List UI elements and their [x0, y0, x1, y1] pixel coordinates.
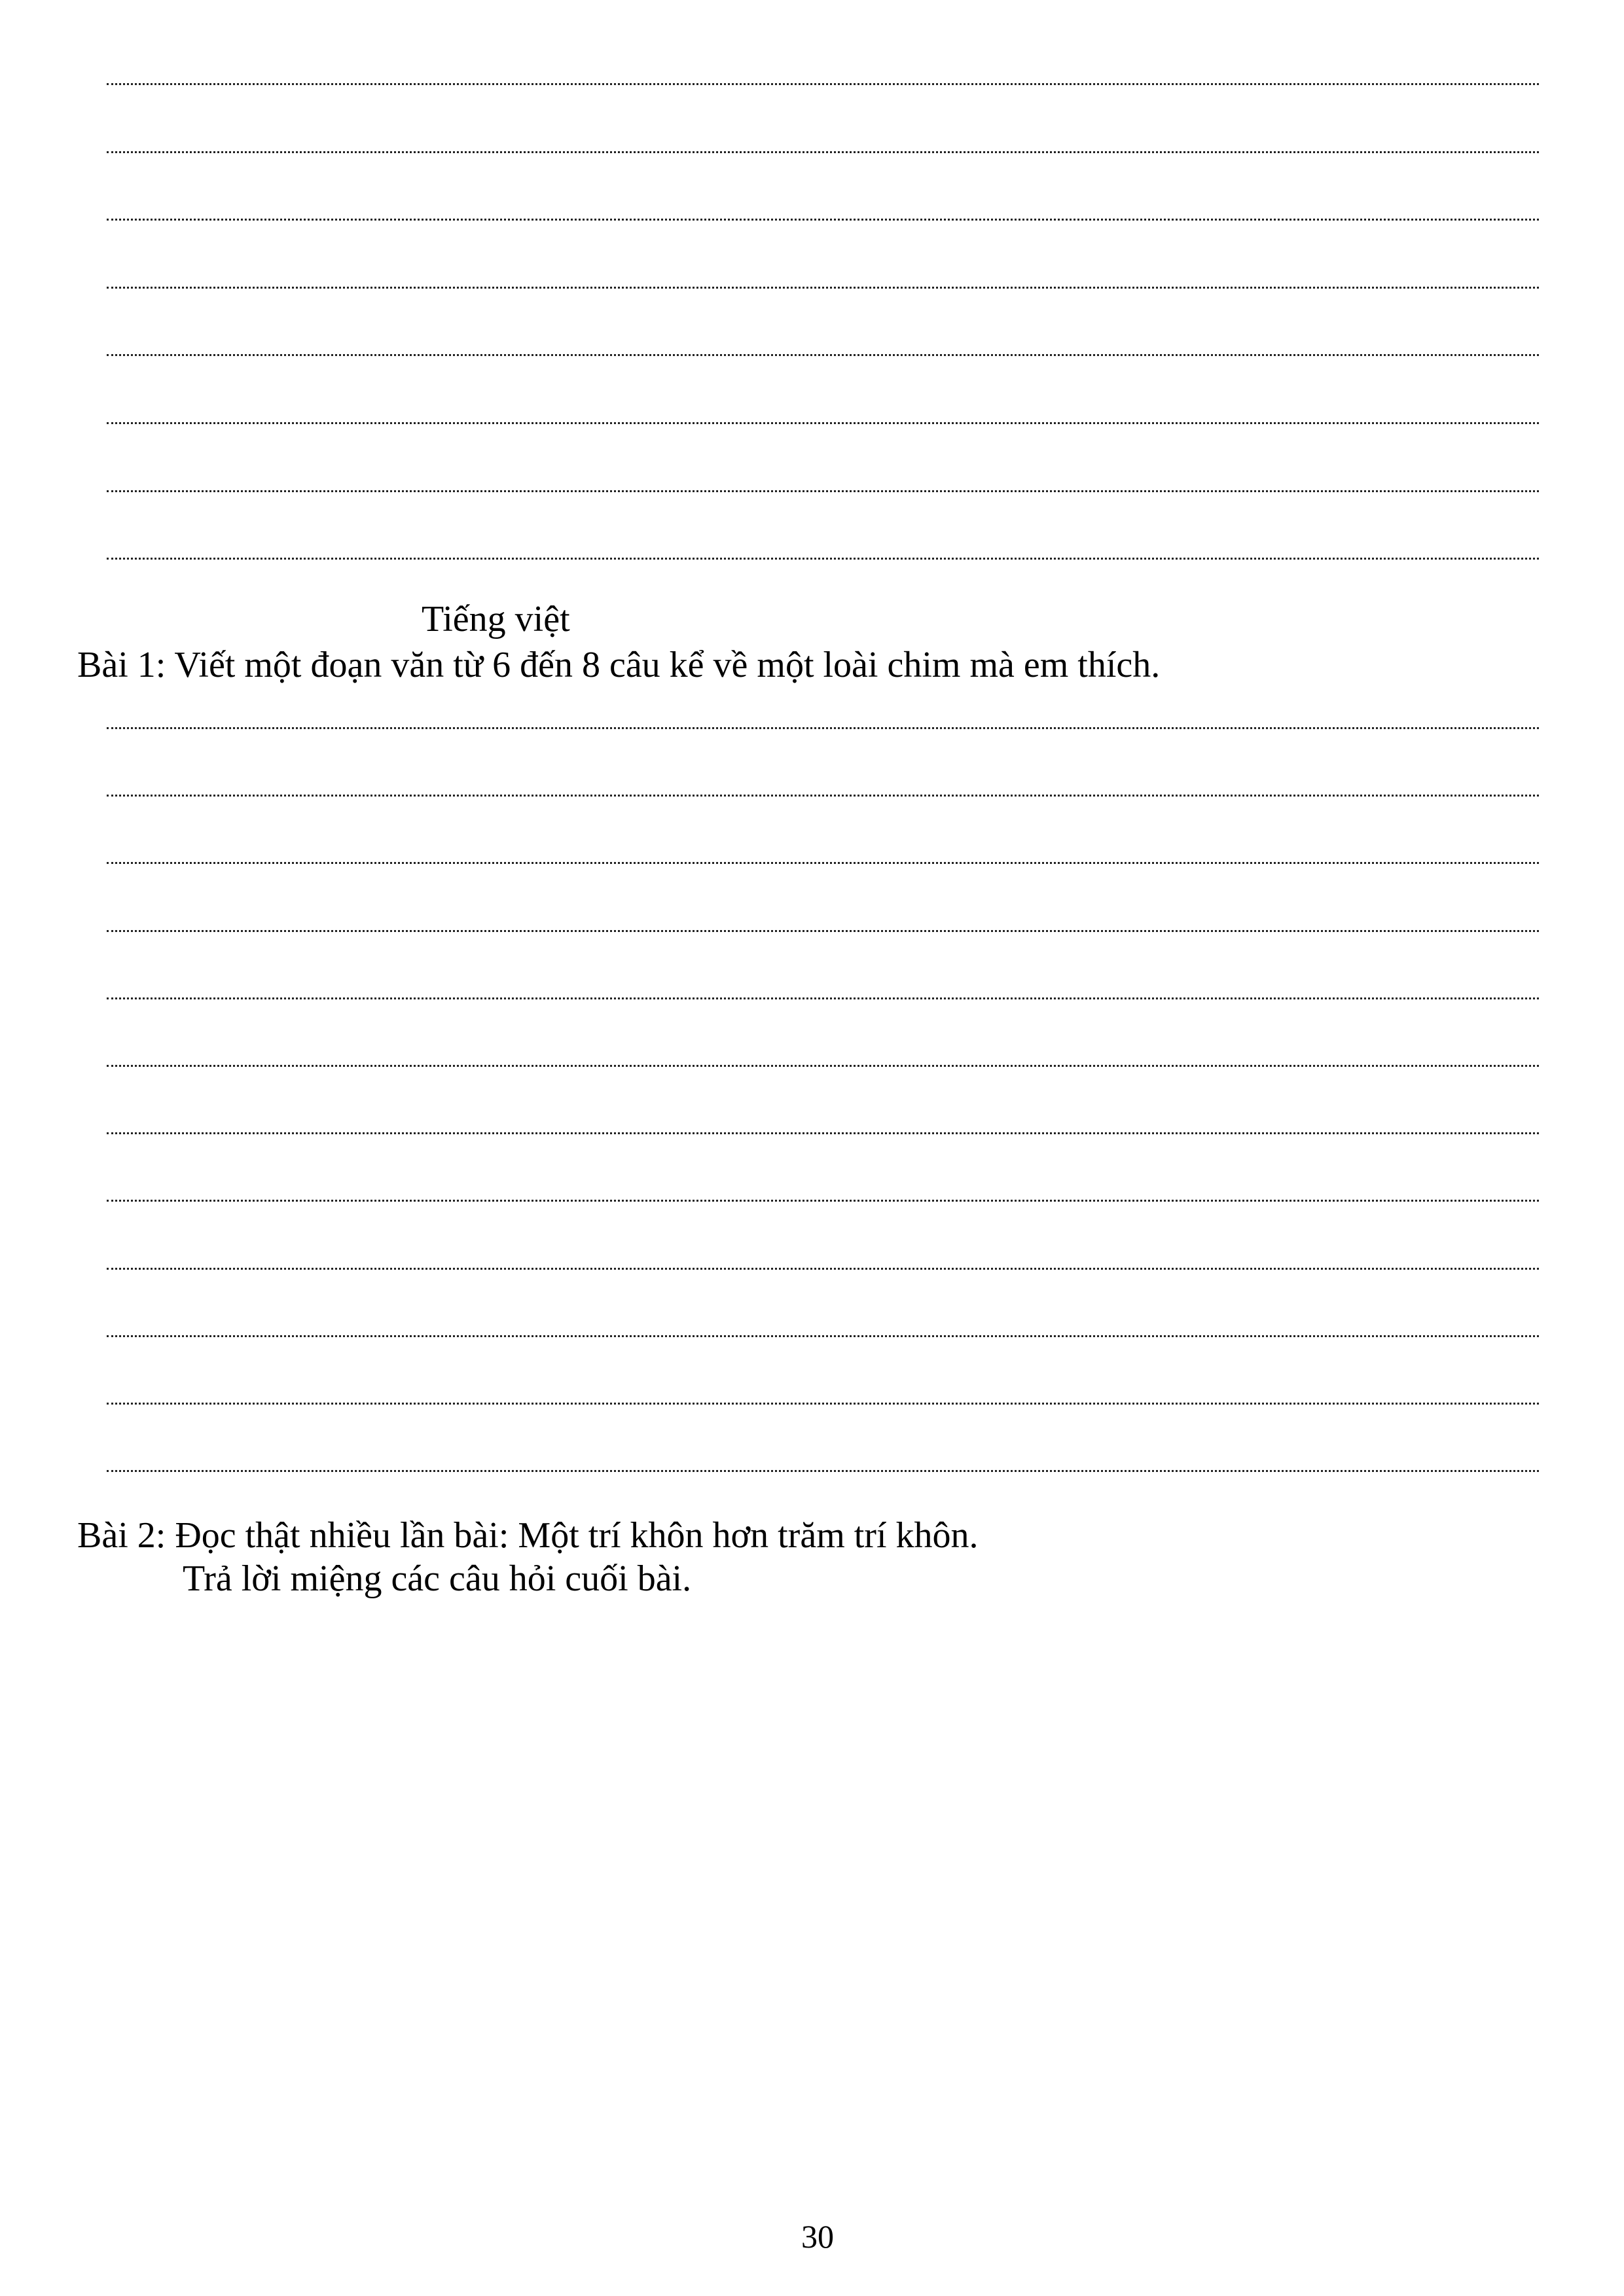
answer-line: [107, 997, 1539, 999]
exercise-2-instruction: Trả lời miệng các câu hỏi cuối bài.: [183, 1558, 692, 1599]
answer-line: [107, 1132, 1539, 1134]
answer-line: [107, 83, 1539, 85]
answer-line: [107, 1268, 1539, 1270]
answer-line: [107, 727, 1539, 729]
section-title: Tiếng việt: [422, 599, 570, 639]
exercise-1-prompt: Bài 1: Viết một đoạn văn từ 6 đến 8 câu kể về một loài chim mà em thích.: [77, 645, 1161, 685]
answer-line: [107, 1200, 1539, 1202]
answer-line: [107, 1335, 1539, 1337]
answer-line: [107, 1065, 1539, 1067]
page-number: 30: [801, 2218, 834, 2255]
answer-line: [107, 1403, 1539, 1405]
answer-line: [107, 287, 1539, 289]
answer-line: [107, 151, 1539, 153]
answer-line: [107, 1470, 1539, 1472]
exercise-2-prompt: Bài 2: Đọc thật nhiều lần bài: Một trí khôn hơn trăm trí khôn.: [77, 1515, 979, 1556]
answer-line: [107, 795, 1539, 797]
answer-line: [107, 354, 1539, 356]
answer-line: [107, 490, 1539, 492]
answer-line: [107, 930, 1539, 932]
answer-line: [107, 422, 1539, 424]
answer-line: [107, 219, 1539, 221]
answer-line: [107, 558, 1539, 560]
answer-line: [107, 862, 1539, 864]
